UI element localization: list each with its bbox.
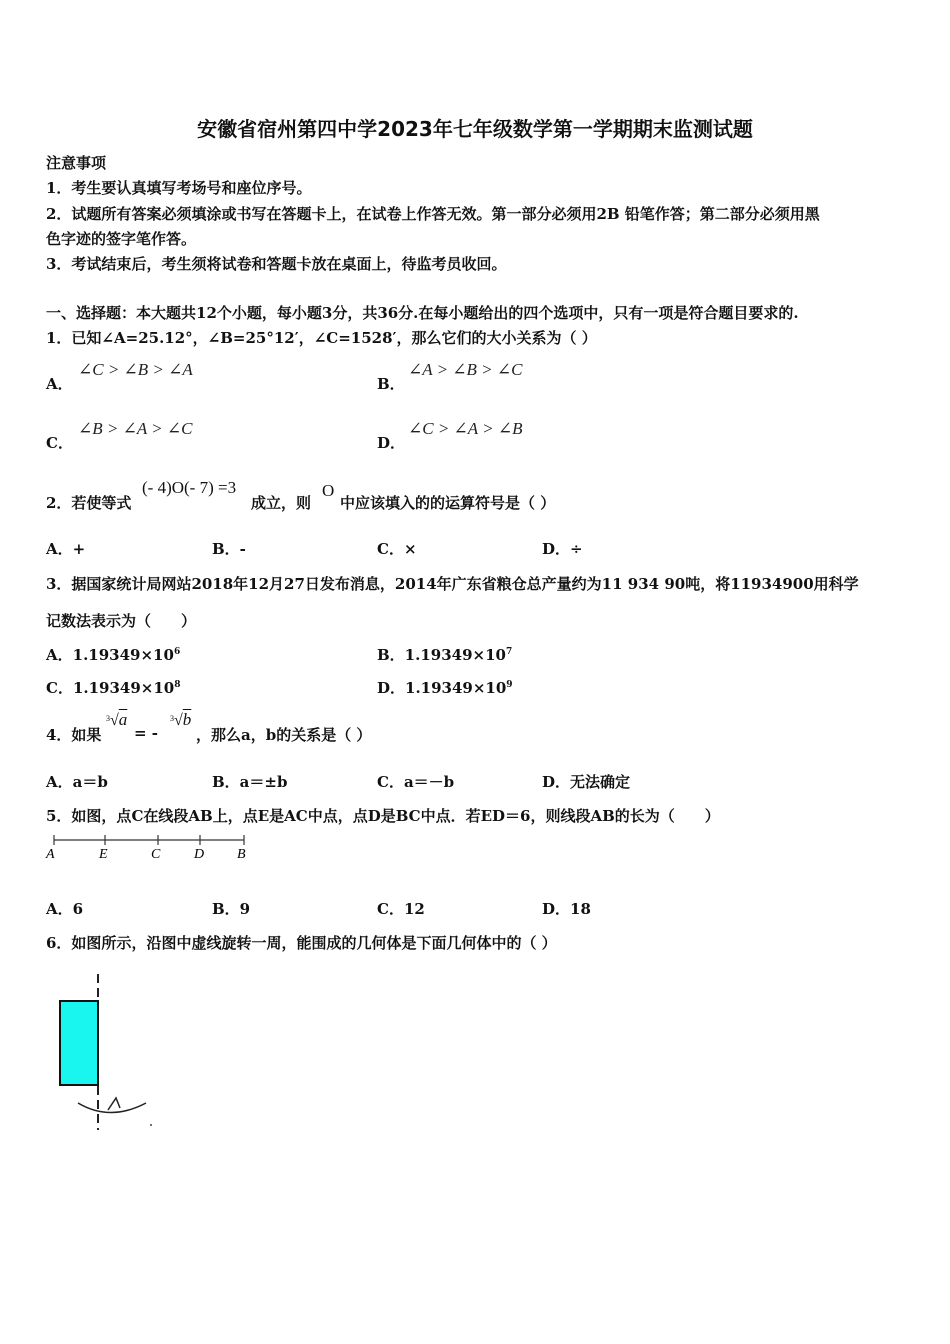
figure-dot xyxy=(150,1124,152,1126)
note-item-3: 3．考试结束后，考生须将试卷和答题卡放在桌面上，待监考员收回。 xyxy=(46,255,507,273)
q1-option-a-label: A． xyxy=(46,375,73,393)
q3-stem-line1: 3．据国家统计局网站2018年12月27日发布消息，2014年广东省粮仓总产量约为11 934 90吨，将11934900用科学 xyxy=(46,575,859,593)
q3-option-c: C．$1.19349\times 10^8$ xyxy=(46,679,181,697)
q5-option-a: A．6 xyxy=(46,900,84,918)
q4-stem-post: ，那么a，b的关系是（ ） xyxy=(196,726,372,744)
point-label-e: E xyxy=(99,847,108,862)
q4-option-c: C．a＝－b xyxy=(377,773,455,791)
q2-option-a: A．+ xyxy=(46,540,86,558)
point-label-d: D xyxy=(194,847,205,862)
q2-option-d: D．÷ xyxy=(542,540,583,558)
rotation-arrow-icon xyxy=(108,1098,120,1110)
q5-line-segment-figure xyxy=(40,830,260,866)
point-label-c: C xyxy=(151,847,161,862)
point-label-b: B xyxy=(237,847,246,862)
note-item-2-cont: 色字迹的签字笔作答。 xyxy=(46,230,197,248)
q4-option-a: A．a＝b xyxy=(46,773,108,791)
q2-stem-pre: 2．若使等式 xyxy=(46,494,132,512)
q3-stem-line2: 记数法表示为（ ） xyxy=(46,612,197,630)
q2-formula: (- 4)O(- 7) =3 xyxy=(142,478,237,497)
note-item-2: 2．试题所有答案必须填涂或书写在答题卡上，在试卷上作答无效。第一部分必须用2B 铅笔作答；第二部分必须用黑 xyxy=(46,205,820,223)
q1-stem: 1．已知∠A=25.12°，∠B=25°12′，∠C=1528′，那么它们的大小关系为（ ） xyxy=(46,329,597,347)
q1-option-c-label: C． xyxy=(46,434,73,452)
q5-option-d: D．18 xyxy=(542,900,591,918)
q6-stem: 6．如图所示，沿图中虚线旋转一周，能围成的几何体是下面几何体中的（ ） xyxy=(46,934,557,952)
q6-rotation-figure xyxy=(50,970,170,1135)
q3-option-a: A．$1.19349\times 10^6$ xyxy=(46,646,181,664)
q1-option-d: ∠C > ∠A > ∠B xyxy=(408,419,523,438)
q1-option-b-label: B． xyxy=(377,375,405,393)
q1-option-a: ∠C > ∠B > ∠A xyxy=(78,360,193,379)
q1-option-d-label: D． xyxy=(377,434,406,452)
q5-option-b: B．9 xyxy=(212,900,251,918)
q4-equals-minus: = - xyxy=(134,724,159,742)
q4-cuberoot-a: $^3$√a xyxy=(106,710,128,729)
q3-option-b: B．$1.19349\times 10^7$ xyxy=(377,646,513,664)
note-item-1: 1．考生要认真填写考场号和座位序号。 xyxy=(46,179,312,197)
q2-symbol: O xyxy=(322,481,335,500)
q2-stem-mid: 成立，则 xyxy=(251,494,312,512)
notes-heading: 注意事项 xyxy=(46,154,107,172)
page-title: 安徽省宿州第四中学2023年七年级数学第一学期期末监测试题 xyxy=(197,117,753,141)
q4-cuberoot-b: $^3$√b xyxy=(170,710,192,729)
q2-option-b: B．- xyxy=(212,540,246,558)
q1-option-b: ∠A > ∠B > ∠C xyxy=(408,360,523,379)
q2-stem-post: 中应该填入的的运算符号是（ ） xyxy=(340,494,556,512)
cyan-rectangle xyxy=(60,1001,98,1085)
q4-option-d: D．无法确定 xyxy=(542,773,631,791)
q5-option-c: C．12 xyxy=(377,900,425,918)
point-label-a: A xyxy=(46,847,55,862)
q4-option-b: B．a＝±b xyxy=(212,773,288,791)
q2-option-c: C．× xyxy=(377,540,417,558)
q4-stem-pre: 4．如果 xyxy=(46,726,102,744)
q5-stem: 5．如图，点C在线段AB上，点E是AC中点，点D是BC中点．若ED＝6，则线段AB的长为（ ） xyxy=(46,807,720,825)
section-heading: 一、选择题：本大题共12个小题，每小题3分，共36分.在每小题给出的四个选项中，只有一项是符合题目要求的. xyxy=(46,304,799,322)
q3-option-d: D．$1.19349\times 10^9$ xyxy=(377,679,513,697)
q1-option-c: ∠B > ∠A > ∠C xyxy=(78,419,193,438)
